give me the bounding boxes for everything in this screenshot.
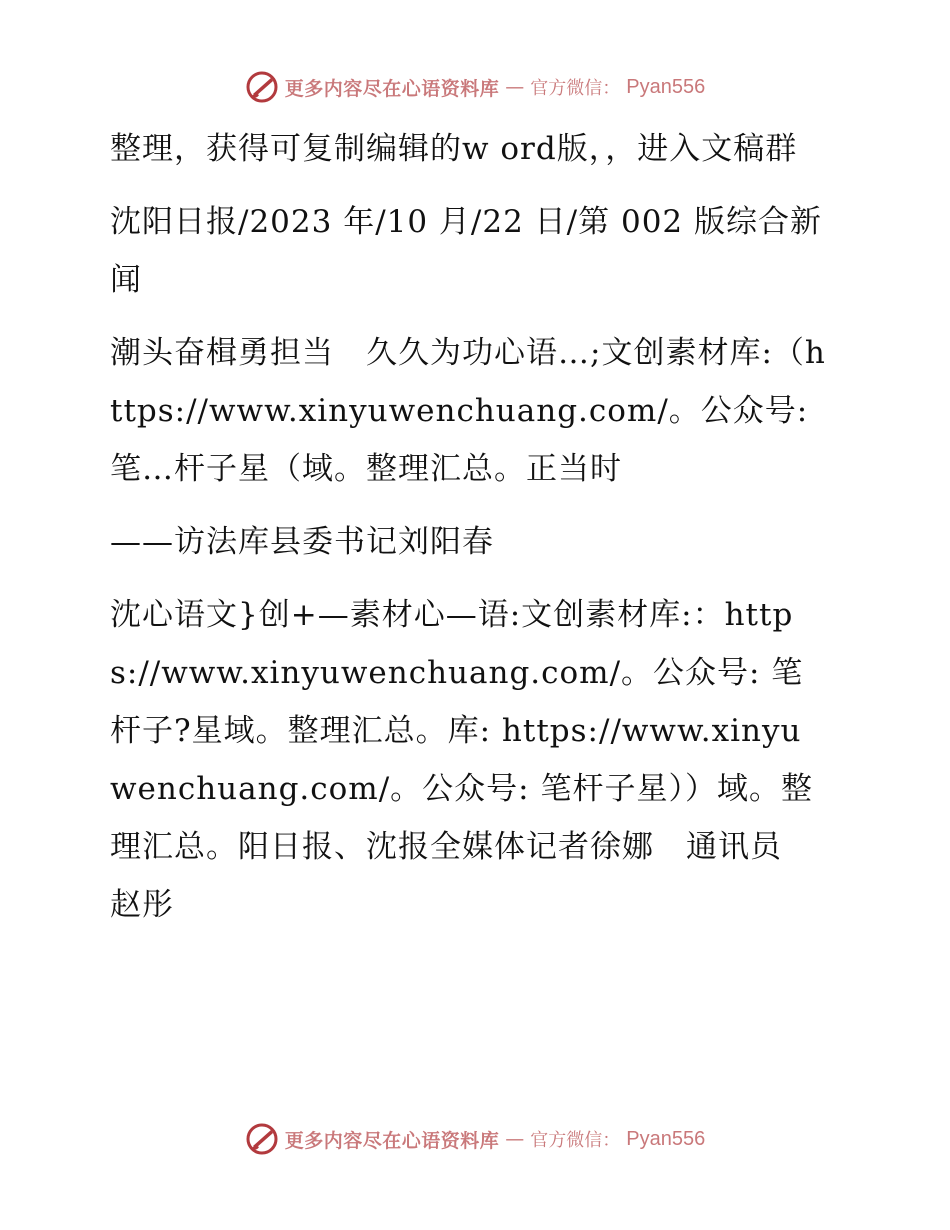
- footer-wechat-label: 官方微信：: [530, 1130, 621, 1151]
- footer-banner: [0, 1122, 950, 1156]
- header-brand-text: 更多内容尽在心语资料库: [284, 77, 500, 100]
- footer-brand-text: 更多内容尽在心语资料库: [284, 1129, 500, 1152]
- paragraph-intro: 整理，获得可复制编辑的w ord版，，进入文稿群: [110, 131, 798, 167]
- header-banner: [0, 70, 950, 104]
- book-quill-logo-icon: [245, 70, 279, 104]
- footer-separator: —: [505, 1128, 525, 1150]
- header-separator: —: [505, 76, 525, 98]
- paragraph-byline: 沈心语文}创+—素材心—语:文创素材库:：https://www.xinyuwenchuang.com/。公众号: 笔杆子?星域。整理汇总。库: https://www.xinyuwenchuang.com/。公众号: 笔杆子星））域。整理汇总。阳日报、沈报全媒体记者徐娜 通讯员 赵彤: [110, 597, 814, 923]
- paragraph-subtitle: ——访法库县委书记刘阳春: [110, 524, 494, 560]
- paragraph-headline: 潮头奋楫勇担当 久久为功心语…;文创素材库:（https://www.xinyuwenchuang.com/。公众号:笔…杆子星（域。整理汇总。正当时: [110, 335, 826, 487]
- document-body: [96, 120, 826, 949]
- header-wechat-id: Pyan556: [626, 75, 706, 98]
- paragraph-source: 沈阳日报/2023 年/10 月/22 日/第 002 版综合新闻: [110, 204, 823, 298]
- header-wechat-label: 官方微信：: [530, 78, 621, 99]
- book-quill-logo-icon: [245, 1122, 279, 1156]
- footer-wechat-id: Pyan556: [626, 1127, 706, 1150]
